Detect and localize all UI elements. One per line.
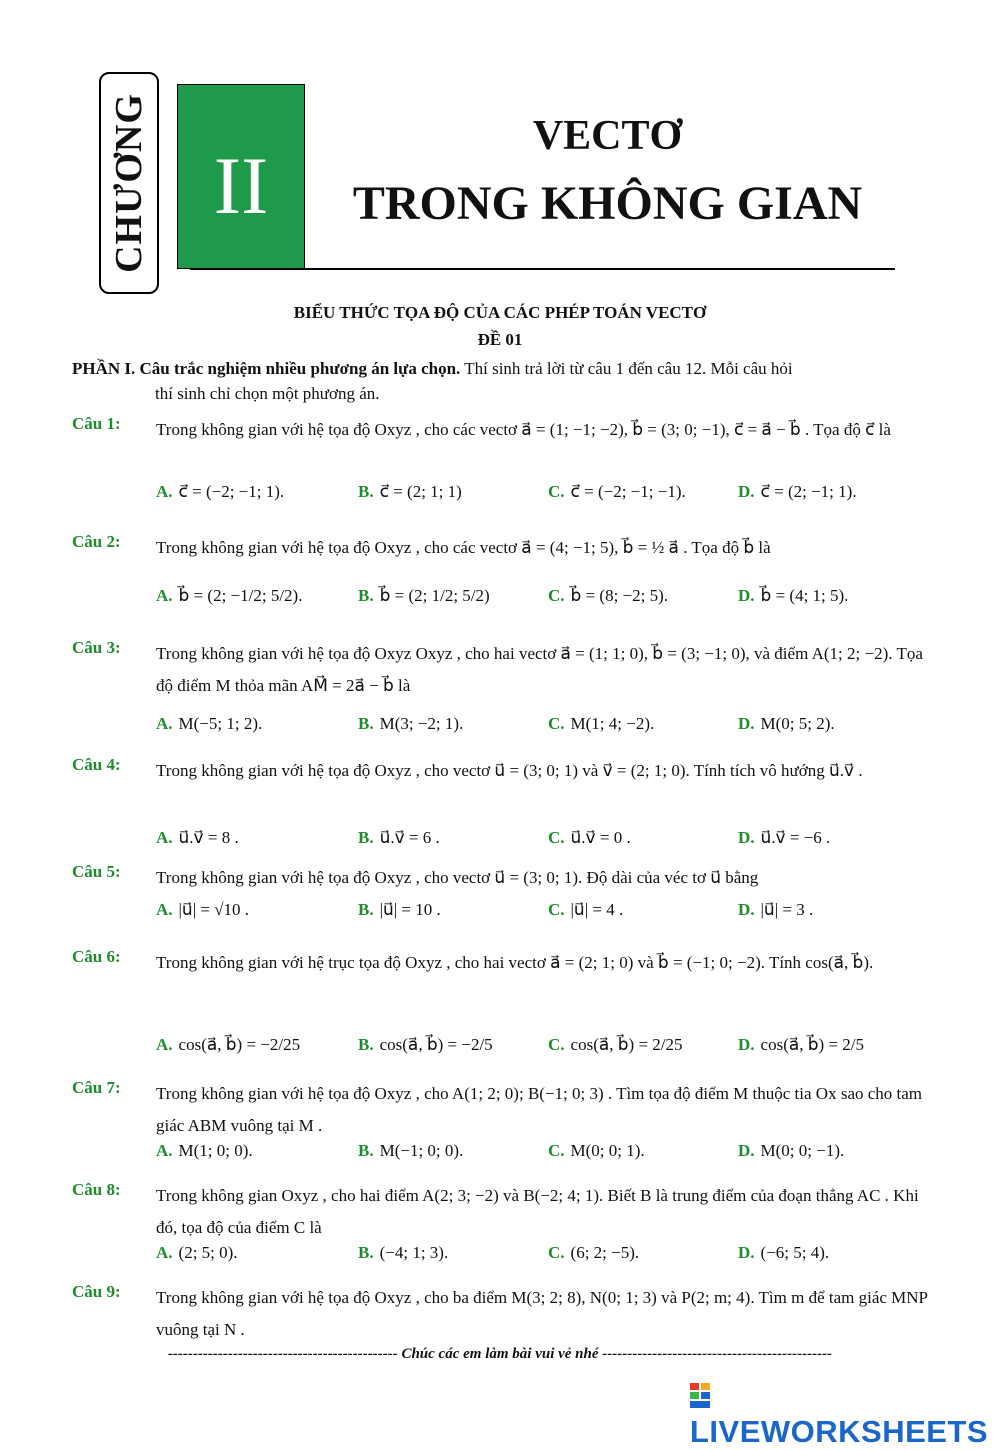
option-value: |u⃗| = √10 .	[178, 900, 250, 919]
option-value: (2; 5; 0).	[178, 1243, 238, 1262]
question-label: Câu 6:	[72, 947, 121, 966]
option-value: c⃗ = (2; −1; 1).	[760, 482, 857, 501]
part-text-cont: thí sinh chỉ chọn một phương án.	[155, 384, 380, 403]
answer-option-a[interactable]	[156, 1035, 300, 1055]
answer-option-a[interactable]	[156, 900, 249, 920]
answer-option-d[interactable]	[738, 482, 857, 502]
question-label: Câu 1:	[72, 414, 121, 433]
answer-option-c[interactable]	[548, 828, 631, 848]
option-value: c⃗ = (−2; −1; −1).	[570, 482, 686, 501]
question-label: Câu 3:	[72, 638, 121, 657]
chapter-number: II	[213, 140, 269, 231]
question-1	[72, 414, 932, 484]
answer-option-a[interactable]	[156, 586, 302, 606]
question-text: Trong không gian Oxyz , cho hai điểm A(2; 3; −2) và B(−2; 4; 1). Biết B là trung điểm của đoạn thẳng AC . Khi đó, tọa độ của điểm C là	[156, 1186, 919, 1237]
question-text: Trong không gian với hệ tọa độ Oxyz , cho các vectơ a⃗ = (1; −1; −2), b⃗ = (3; 0; −1), c⃗ = a⃗ − b⃗ . Tọa độ c⃗ là	[156, 420, 891, 439]
answer-option-c[interactable]	[548, 482, 686, 502]
option-letter: A.	[156, 828, 173, 847]
question-text: Trong không gian với hệ tọa độ Oxyz , cho A(1; 2; 0); B(−1; 0; 3) . Tìm tọa độ điểm M thuộc tia Ox sao cho tam giác ABM vuông tại M .	[156, 1084, 923, 1135]
question-label: Câu 8:	[72, 1180, 121, 1199]
answer-option-a[interactable]	[156, 714, 262, 734]
option-letter: B.	[358, 1141, 374, 1160]
answer-option-c[interactable]	[548, 900, 623, 920]
option-letter: C.	[548, 586, 565, 605]
option-letter: C.	[548, 1243, 565, 1262]
option-letter: D.	[738, 1243, 755, 1262]
option-letter: A.	[156, 482, 173, 501]
option-letter: D.	[738, 900, 755, 919]
option-value: c⃗ = (2; 1; 1)	[379, 482, 462, 501]
part-instructions	[72, 356, 932, 406]
option-value: (−4; 1; 3).	[379, 1243, 449, 1262]
chapter-word-box	[99, 72, 159, 294]
option-value: b⃗ = (8; −2; 5).	[570, 586, 669, 605]
question-6	[72, 947, 932, 1017]
option-value: cos(a⃗, b⃗) = −2/5	[379, 1035, 493, 1054]
answer-option-d[interactable]	[738, 714, 835, 734]
chapter-title-line2: TRONG KHÔNG GIAN	[352, 177, 863, 230]
option-letter: C.	[548, 714, 565, 733]
question-4	[72, 755, 932, 825]
option-letter: B.	[358, 1035, 374, 1054]
chapter-word: CHƯƠNG	[108, 93, 150, 273]
option-value: cos(a⃗, b⃗) = 2/25	[570, 1035, 683, 1054]
answer-option-d[interactable]	[738, 1243, 829, 1263]
option-value: u⃗.v⃗ = 0 .	[570, 828, 631, 847]
option-letter: B.	[358, 900, 374, 919]
exam-label: ĐỀ 01	[477, 330, 523, 349]
option-letter: C.	[548, 900, 565, 919]
option-letter: A.	[156, 586, 173, 605]
answer-option-d[interactable]	[738, 828, 830, 848]
option-letter: C.	[548, 1035, 565, 1054]
question-9	[72, 1282, 932, 1352]
answer-option-a[interactable]	[156, 1243, 238, 1263]
answer-option-b[interactable]	[358, 900, 441, 920]
option-value: cos(a⃗, b⃗) = 2/5	[760, 1035, 865, 1054]
option-letter: C.	[548, 482, 565, 501]
option-letter: D.	[738, 1035, 755, 1054]
question-5	[72, 862, 932, 932]
section-title: BIỂU THỨC TỌA ĐỘ CỦA CÁC PHÉP TOÁN VECTƠ	[293, 303, 707, 322]
option-value: M(3; −2; 1).	[379, 714, 464, 733]
liveworksheets-logo-text: LIVEWORKSHEETS	[690, 1414, 989, 1449]
answer-option-c[interactable]	[548, 1035, 683, 1055]
option-letter: B.	[358, 586, 374, 605]
question-label: Câu 2:	[72, 532, 121, 551]
title-underline	[190, 268, 895, 270]
option-letter: B.	[358, 828, 374, 847]
chapter-number-box	[177, 84, 305, 269]
option-letter: D.	[738, 1141, 755, 1160]
answer-option-b[interactable]	[358, 586, 490, 606]
option-letter: B.	[358, 1243, 374, 1262]
answer-option-d[interactable]	[738, 900, 813, 920]
option-value: b⃗ = (4; 1; 5).	[760, 586, 849, 605]
option-value: c⃗ = (−2; −1; 1).	[178, 482, 285, 501]
option-value: b⃗ = (2; 1/2; 5/2)	[379, 586, 490, 605]
answer-option-c[interactable]	[548, 586, 668, 606]
option-letter: D.	[738, 714, 755, 733]
option-value: u⃗.v⃗ = 8 .	[178, 828, 239, 847]
question-text: Trong không gian với hệ tọa độ Oxyz , cho các vectơ a⃗ = (4; −1; 5), b⃗ = ½ a⃗ . Tọa độ b⃗ là	[156, 538, 771, 557]
answer-option-b[interactable]	[358, 714, 463, 734]
option-letter: A.	[156, 714, 173, 733]
option-letter: D.	[738, 586, 755, 605]
question-text: Trong không gian với hệ tọa độ Oxyz , cho ba điểm M(3; 2; 8), N(0; 1; 3) và P(2; m; 4). Tìm m để tam giác MNP vuông tại N .	[156, 1288, 928, 1339]
option-value: (−6; 5; 4).	[760, 1243, 830, 1262]
part-text: Thí sinh trả lời từ câu 1 đến câu 12. Mỗi câu hỏi	[460, 359, 793, 378]
option-value: M(−1; 0; 0).	[379, 1141, 464, 1160]
part-label: PHẦN I. Câu trắc nghiệm nhiều phương án lựa chọn.	[72, 359, 461, 378]
answer-option-c[interactable]	[548, 1243, 639, 1263]
option-letter: C.	[548, 828, 565, 847]
question-text: Trong không gian với hệ trục tọa độ Oxyz , cho hai vectơ a⃗ = (2; 1; 0) và b⃗ = (−1; 0; −2). Tính cos(a⃗, b⃗).	[156, 953, 874, 972]
option-letter: B.	[358, 482, 374, 501]
answer-option-a[interactable]	[156, 482, 284, 502]
answer-option-b[interactable]	[358, 1141, 463, 1161]
option-value: M(1; 4; −2).	[570, 714, 655, 733]
question-label: Câu 5:	[72, 862, 121, 881]
option-letter: B.	[358, 714, 374, 733]
answer-option-a[interactable]	[156, 1141, 253, 1161]
question-label: Câu 4:	[72, 755, 121, 774]
option-letter: A.	[156, 1243, 173, 1262]
option-value: M(0; 0; 1).	[570, 1141, 645, 1160]
question-label: Câu 9:	[72, 1282, 121, 1301]
answer-option-d[interactable]	[738, 586, 848, 606]
option-value: u⃗.v⃗ = 6 .	[379, 828, 440, 847]
liveworksheets-logo-icon	[690, 1383, 710, 1409]
option-value: u⃗.v⃗ = −6 .	[760, 828, 831, 847]
answer-option-c[interactable]	[548, 1141, 645, 1161]
question-text: Trong không gian với hệ tọa độ Oxyz Oxyz , cho hai vectơ a⃗ = (1; 1; 0), b⃗ = (3; −1; 0), và điểm A(1; 2; −2). Tọa độ điểm M thỏa mãn AM⃗ = 2a⃗ − b⃗ là	[156, 644, 923, 695]
option-value: M(0; 5; 2).	[760, 714, 835, 733]
option-letter: A.	[156, 900, 173, 919]
option-value: M(0; 0; −1).	[760, 1141, 845, 1160]
option-letter: A.	[156, 1141, 173, 1160]
option-value: |u⃗| = 10 .	[379, 900, 441, 919]
answer-option-b[interactable]	[358, 1035, 493, 1055]
question-label: Câu 7:	[72, 1078, 121, 1097]
answer-option-d[interactable]	[738, 1035, 864, 1055]
option-value: (6; 2; −5).	[570, 1243, 640, 1262]
option-value: cos(a⃗, b⃗) = −2/25	[178, 1035, 301, 1054]
option-letter: D.	[738, 482, 755, 501]
option-value: b⃗ = (2; −1/2; 5/2).	[178, 586, 303, 605]
option-value: M(1; 0; 0).	[178, 1141, 253, 1160]
question-text: Trong không gian với hệ tọa độ Oxyz , cho vectơ u⃗ = (3; 0; 1). Độ dài của véc tơ u⃗ bằng	[156, 868, 759, 887]
answer-option-b[interactable]	[358, 828, 440, 848]
option-value: M(−5; 1; 2).	[178, 714, 263, 733]
answer-option-d[interactable]	[738, 1141, 844, 1161]
answer-option-b[interactable]	[358, 482, 462, 502]
question-text: Trong không gian với hệ tọa độ Oxyz , cho vectơ u⃗ = (3; 0; 1) và v⃗ = (2; 1; 0). Tính tích vô hướng u⃗.v⃗ .	[156, 761, 863, 780]
option-value: |u⃗| = 3 .	[760, 900, 814, 919]
footer-message: ---------------------------------------------- Chúc các em làm bài vui vẻ nhé ----------------------------------------------	[167, 1346, 833, 1362]
option-letter: C.	[548, 1141, 565, 1160]
answer-option-b[interactable]	[358, 1243, 448, 1263]
liveworksheets-logo	[690, 1378, 1000, 1450]
question-3	[72, 638, 932, 708]
option-value: |u⃗| = 4 .	[570, 900, 624, 919]
answer-option-c[interactable]	[548, 714, 654, 734]
answer-option-a[interactable]	[156, 828, 239, 848]
option-letter: D.	[738, 828, 755, 847]
question-8	[72, 1180, 932, 1250]
option-letter: A.	[156, 1035, 173, 1054]
question-7	[72, 1078, 932, 1148]
chapter-title-line1: VECTƠ	[532, 113, 683, 159]
